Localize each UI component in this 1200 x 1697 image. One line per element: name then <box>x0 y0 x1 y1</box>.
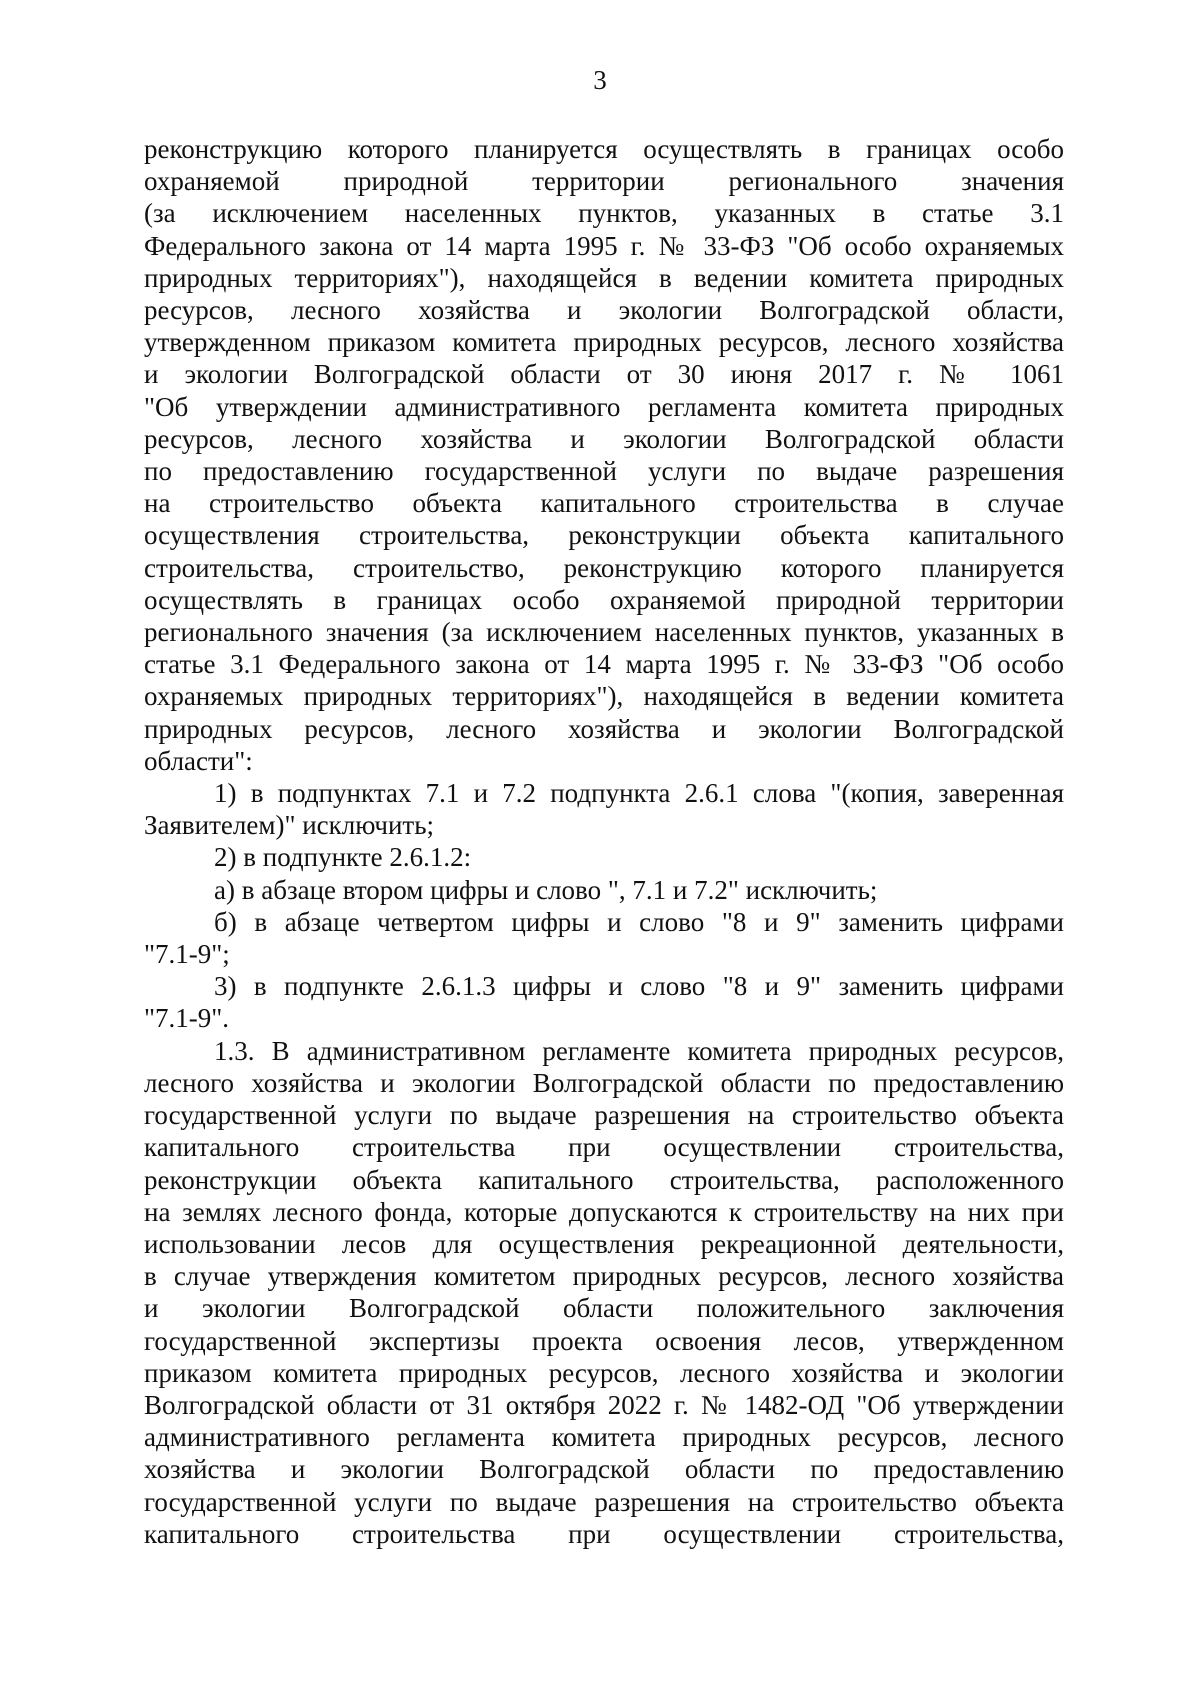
text-line: утвержденном приказом комитета природных ресурсов, лесного хозяйства <box>144 327 1064 358</box>
text-line: административного регламента комитета природных ресурсов, лесного <box>144 1422 1064 1453</box>
text-line: "7.1-9". <box>144 1003 230 1034</box>
paragraph-item-3 <box>144 970 1064 1034</box>
paragraph-item-2a <box>144 874 1064 906</box>
text-line: в случае утверждения комитетом природных ресурсов, лесного хозяйства <box>144 1261 1064 1292</box>
text-line: и экологии Волгоградской области положительного заключения <box>144 1293 1064 1324</box>
text-line: на строительство объекта капитального строительства в случае <box>144 488 1064 519</box>
page-number: 3 <box>593 65 607 95</box>
text-line: Волгоградской области от 31 октября 2022 г. № 1482-ОД "Об утверждении <box>144 1389 1064 1420</box>
text-line: природных ресурсов, лесного хозяйства и экологии Волгоградской <box>144 713 1064 744</box>
text-line: лесного хозяйства и экологии Волгоградской области по предоставлению <box>144 1067 1064 1098</box>
text-line: по предоставлению государственной услуги по выдаче разрешения <box>144 456 1064 487</box>
paragraph-section-1-3 <box>144 1035 1064 1550</box>
text-line: 1) в подпунктах 7.1 и 7.2 подпункта 2.6.1 слова "(копия, заверенная <box>214 778 1064 809</box>
text-line: 1.3. В административном регламенте комитета природных ресурсов, <box>214 1035 1064 1066</box>
text-line: ресурсов, лесного хозяйства и экологии Волгоградской области, <box>144 295 1064 326</box>
text-line: статье 3.1 Федерального закона от 14 марта 1995 г. № 33-ФЗ "Об особо <box>144 649 1064 680</box>
text-line: осуществлять в границах особо охраняемой природной территории <box>144 584 1064 615</box>
paragraph-item-2b <box>144 906 1064 970</box>
text-line: охраняемых природных территориях"), находящейся в ведении комитета <box>144 681 1064 712</box>
text-line: б) в абзаце четвертом цифры и слово "8 и 9" заменить цифрами <box>214 906 1064 937</box>
text-line: государственной услуги по выдаче разрешения на строительство объекта <box>144 1100 1064 1131</box>
text-line: капитального строительства при осуществлении строительства, <box>144 1132 1064 1163</box>
paragraph-item-2 <box>144 841 1064 873</box>
text-line: использовании лесов для осуществления рекреационной деятельности, <box>144 1228 1064 1259</box>
text-line: регионального значения (за исключением населенных пунктов, указанных в <box>144 617 1064 648</box>
text-line: осуществления строительства, реконструкции объекта капитального <box>144 520 1064 551</box>
text-line: области": <box>144 745 253 776</box>
text-line: капитального строительства при осуществлении строительства, <box>144 1518 1064 1549</box>
text-line: и экологии Волгоградской области от 30 июня 2017 г. № 1061 <box>144 359 1064 390</box>
text-line: реконструкции объекта капитального строительства, расположенного <box>144 1164 1064 1195</box>
text-line: Заявителем)" исключить; <box>144 810 435 841</box>
text-line: охраняемой природной территории регионального значения <box>144 166 1064 197</box>
text-line: а) в абзаце втором цифры и слово ", 7.1 и 7.2" исключить; <box>214 874 878 905</box>
text-line: строительства, строительство, реконструкцию которого планируется <box>144 552 1064 583</box>
text-line: "7.1-9"; <box>144 939 230 970</box>
text-line: государственной экспертизы проекта освоения лесов, утвержденном <box>144 1325 1064 1356</box>
text-line: Федерального закона от 14 марта 1995 г. № 33-ФЗ "Об особо охраняемых <box>144 230 1064 261</box>
text-line: приказом комитета природных ресурсов, лесного хозяйства и экологии <box>144 1357 1064 1388</box>
text-line: хозяйства и экологии Волгоградской области по предоставлению <box>144 1454 1064 1485</box>
text-line: (за исключением населенных пунктов, указанных в статье 3.1 <box>144 198 1064 229</box>
text-line: ресурсов, лесного хозяйства и экологии Волгоградской области <box>144 423 1064 454</box>
text-line: "Об утверждении административного регламента комитета природных <box>144 391 1064 422</box>
text-line: государственной услуги по выдаче разрешения на строительство объекта <box>144 1486 1064 1517</box>
text-line: природных территориях"), находящейся в ведении комитета природных <box>144 262 1064 293</box>
document-body <box>144 133 1064 1550</box>
text-line: реконструкцию которого планируется осуществлять в границах особо <box>144 134 1064 164</box>
text-line: 2) в подпункте 2.6.1.2: <box>214 842 472 873</box>
text-line: 3) в подпункте 2.6.1.3 цифры и слово "8 и 9" заменить цифрами <box>214 971 1064 1002</box>
paragraph-item-1 <box>144 777 1064 841</box>
paragraph-continuation <box>144 133 1064 777</box>
text-line: на землях лесного фонда, которые допускаются к строительству на них при <box>144 1196 1064 1227</box>
